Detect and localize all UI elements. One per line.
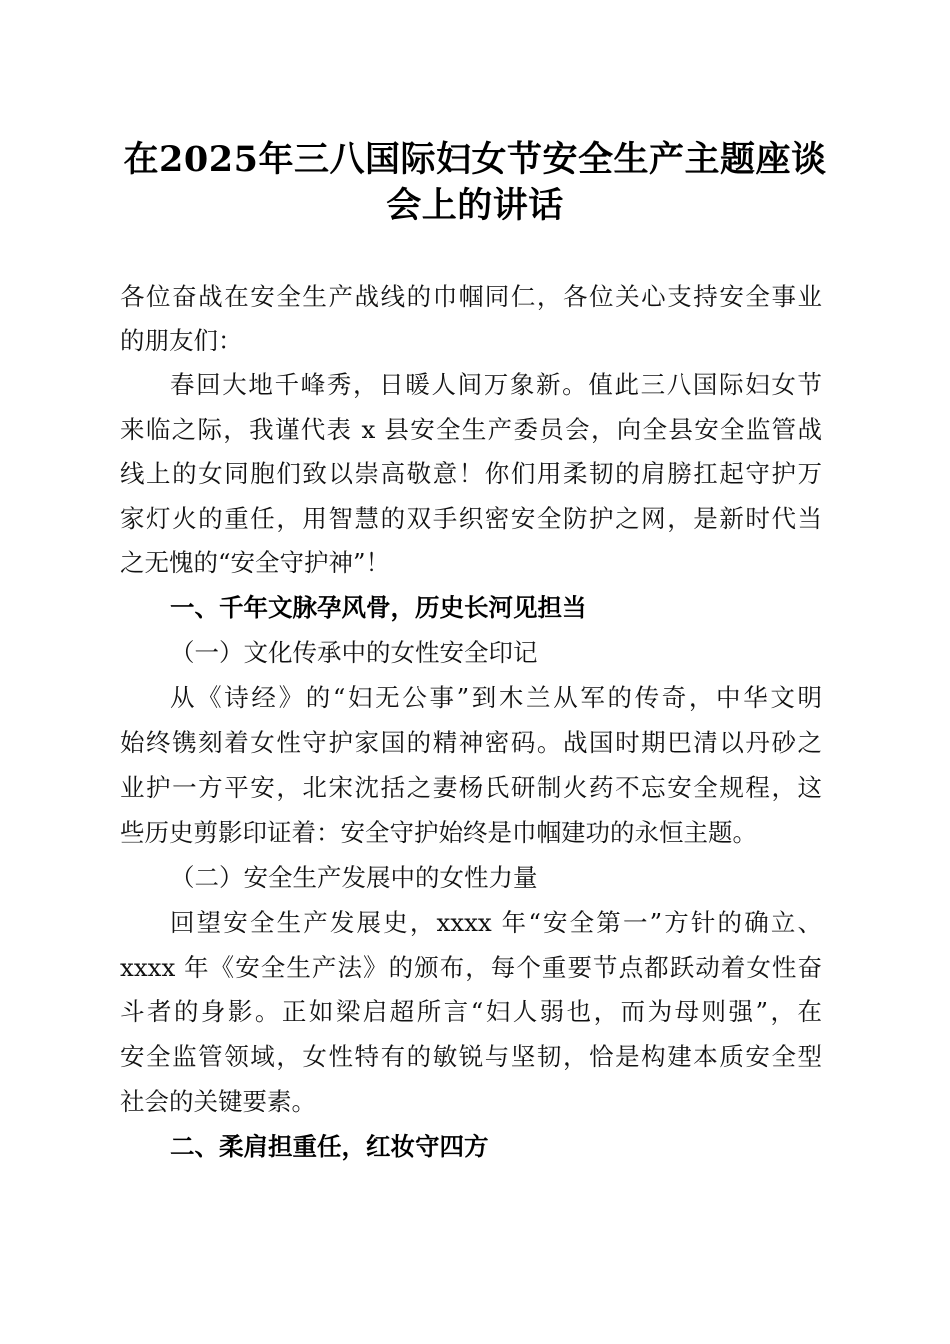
intro-line-1: 春回大地千峰秀，日暖人间万象新。值此三八国际妇女节	[170, 370, 822, 399]
section-1-sub-2-line-4: 安全监管领域，女性特有的敏锐与坚韧，恰是构建本质安全型	[120, 1042, 822, 1071]
section-1-sub-2-line-2: xxxx 年《安全生产法》的颁布，每个重要节点都跃动着女性奋	[120, 953, 822, 982]
intro-line-4: 家灯火的重任，用智慧的双手织密安全防护之网，是新时代当	[120, 504, 822, 533]
document-title-line-1: 在2025年三八国际妇女节安全生产主题座谈	[123, 139, 827, 180]
section-1-sub-1-line-1: 从《诗经》的“妇无公事”到木兰从军的传奇，中华文明	[170, 683, 822, 712]
intro-line-3: 线上的女同胞们致以崇高敬意！你们用柔韧的肩膀扛起守护万	[120, 459, 822, 488]
section-1-sub-1-heading: （一）文化传承中的女性安全印记	[170, 638, 538, 667]
salutation-line-1: 各位奋战在安全生产战线的巾帼同仁，各位关心支持安全事业	[120, 282, 822, 311]
section-1-heading: 一、千年文脉孕风骨，历史长河见担当	[170, 593, 587, 622]
intro-line-5: 之无愧的“安全守护神”！	[120, 548, 391, 577]
section-1-sub-2-heading: （二）安全生产发展中的女性力量	[170, 863, 538, 892]
section-1-sub-2-line-1: 回望安全生产发展史，xxxx 年“安全第一”方针的确立、	[170, 908, 822, 937]
section-1-sub-2-line-5: 社会的关键要素。	[120, 1087, 316, 1116]
section-1-sub-2-line-3: 斗者的身影。正如梁启超所言“妇人弱也，而为母则强”，在	[120, 997, 822, 1026]
section-2-heading: 二、柔肩担重任，红妆守四方	[170, 1132, 489, 1161]
section-1-sub-1-line-4: 些历史剪影印证着：安全守护始终是巾帼建功的永恒主题。	[120, 818, 757, 847]
section-1-sub-1-line-2: 始终镌刻着女性守护家国的精神密码。战国时期巴清以丹砂之	[120, 728, 822, 757]
salutation-line-2: 的朋友们：	[120, 326, 243, 355]
section-1-sub-1-line-3: 业护一方平安，北宋沈括之妻杨氏研制火药不忘安全规程，这	[120, 773, 822, 802]
document-title-line-2: 会上的讲话	[386, 185, 564, 226]
intro-line-2: 来临之际，我谨代表 x 县安全生产委员会，向全县安全监管战	[120, 415, 822, 444]
